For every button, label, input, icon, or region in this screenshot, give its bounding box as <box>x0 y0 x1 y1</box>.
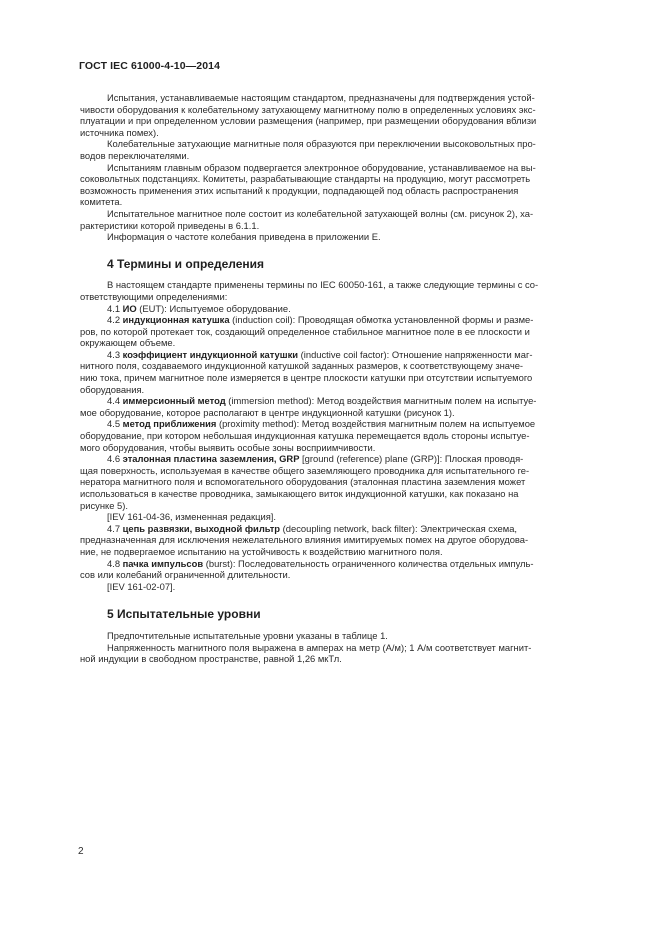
page-number: 2 <box>78 846 84 857</box>
term-name: пачка импульсов <box>122 557 204 569</box>
term-4-6: 4.6 эталонная пластина заземления, GRP [ground (reference) plane (GRP)]: Плоская проводя- <box>107 453 524 465</box>
term-4-4: 4.4 иммерсионный метод (immersion method): Метод воздействия магнитным полем на испытуе- <box>107 395 537 407</box>
intro-paragraph-4: Испытательное магнитное поле состоит из колебательной затухающей волны (см. рисунок 2), ха- <box>107 207 534 219</box>
term-4-8: 4.8 пачка импульсов (burst): Последовательность ограниченного количества отдельных импуль- <box>107 557 534 569</box>
intro-paragraph-3: Испытаниям главным образом подвергается электронное оборудование, устанавливаемое на вы- <box>107 161 536 173</box>
document-header: ГОСТ IEC 61000-4-10—2014 <box>79 60 221 72</box>
term-name: иммерсионный метод <box>122 395 226 407</box>
term-4-2: 4.2 индукционная катушка (induction coil): Проводящая обмотка установленной формы и разме- <box>107 314 534 326</box>
intro-paragraph-2: Колебательные затухающие магнитные поля образуются при переключении высоковольтных про- <box>107 138 536 150</box>
term-4-6-source: [IEV 161-04-36, измененная редакция]. <box>107 511 277 523</box>
term-4-7: 4.7 цепь развязки, выходной фильтр (decoupling network, back filter): Электрическая схема, <box>107 522 518 534</box>
term-4-8-source: [IEV 161-02-07]. <box>107 580 176 592</box>
term-name: коэффициент индукционной катушки <box>122 348 299 360</box>
term-name: индукционная катушка <box>122 314 230 326</box>
term-4-5: 4.5 метод приближения (proximity method): Метод воздействия магнитным полем на испытуемое <box>107 418 536 430</box>
term-name: ИО <box>122 302 137 314</box>
section-4-heading: 4 Термины и определения <box>107 256 265 271</box>
term-4-1: 4.1 ИО (EUT): Испытуемое оборудование. <box>107 302 291 314</box>
term-name: цепь развязки, выходной фильтр <box>122 522 281 534</box>
intro-paragraph-5: Информация о частоте колебания приведена в приложении Е. <box>107 231 381 243</box>
section-5-heading: 5 Испытательные уровни <box>107 607 261 622</box>
term-4-3: 4.3 коэффициент индукционной катушки (inductive coil factor): Отношение напряженности маг- <box>107 348 533 360</box>
document-body: Испытания, устанавливаемые настоящим стандартом, предназначены для подтверждения устой- чивости оборудования к колебательному затухающему магнитному полю в определенных условиях экс- плуатации и при определенном условии размещения (например, при размещении оборудования вблизи источника помех). Колебательные затухающие магнитные поля образуются при переключении высоковольтных про- водов переключателями. Испытаниям главным образом подвергается электронное оборудование, устанавливаемое на вы- соковольтных подстанциях. Комитеты, разрабатывающие стандарты на продукцию, могут рассмотреть возможность применения этих испытаний к продукции, подпадающей под область распространения комитета. Испытательное магнитное поле состоит из колебательной затухающей волны (см. рисунок 2), ха- рактеристики которой приведены в 6.1.1. Информация о частоте колебания приведена в приложении Е. 4 Термины и определения В настоящем стандарте применены термины по IEC 60050-161, а также следующие термины с со- ответствующими определениями: 4.1 ИО (EUT): Испытуемое оборудование. 4.2 индукционная катушка (induction coil): Проводящая обмотка установленной формы и разме- ров, по которой протекает ток, создающий определенное стабильное магнитное поле в ее плоскости и окружающем объеме. 4.3 коэффициент индукционной катушки (inductive coil factor): Отношение напряженности маг- нитного поля, создаваемого индукционной катушкой заданных размеров, к соответствующему значе- нию тока, причем магнитное поле измеряется в центре плоскости катушки при отсутствии испытуемого оборудования. 4.4 иммерсионный метод (immersion method): Метод воздействия магнитным полем на испытуе- мое оборудование, которое располагают в центре индукционной катушки (рисунок 1). 4.5 метод приближения (proximity method): Метод воздействия магнитным полем на испытуемое оборудование, при котором небольшая индукционная катушка перемещается вдоль стороны испытуе- мого оборудования, чтобы выявить особые зоны восприимчивости. 4.6 эталонная пластина заземления, GRP [ground (reference) plane (GRP)]: Плоская проводя- щая поверхность, используемая в качестве общего заземляющего проводника для испытательного ге- нератора магнитного поля и вспомогательного оборудования (эталонная пластина заземления может использоваться в качестве проводника, замыкающего виток индукционной катушки, как показано на рисунке 5). [IEV 161-04-36, измененная редакция]. 4.7 цепь развязки, выходной фильтр (decoupling network, back filter): Электрическая схема, предназначенная для исключения нежелательного влияния имитируемых помех на другое оборудова- ние, не подвергаемое испытанию на устойчивость к воздействию магнитного поля. 4.8 пачка импульсов (burst): Последовательность ограниченного количества отдельных импуль- сов или колебаний ограниченной длительности. [IEV 161-02-07]. 5 Испытательные уровни Предпочтительные испытательные уровни указаны в таблице 1. Напряженность магнитного поля выражена в амперах на метр (А/м); 1 А/м соответствует магнит- ной индукции в свободном пространстве, равной 1,26 мкТл. <box>80 92 593 665</box>
section-4-intro: В настоящем стандарте применены термины по IEC 60050-161, а также следующие термины с со- <box>107 279 539 291</box>
term-name: метод приближения <box>122 418 217 430</box>
section-5-paragraph-2: Напряженность магнитного поля выражена в амперах на метр (А/м); 1 А/м соответствует магнит- <box>107 641 532 653</box>
intro-paragraph-1: Испытания, устанавливаемые настоящим стандартом, предназначены для подтверждения устой- <box>107 92 535 103</box>
term-name: эталонная пластина заземления, GRP <box>122 453 300 465</box>
section-5-paragraph-1: Предпочтительные испытательные уровни указаны в таблице 1. <box>107 629 388 641</box>
